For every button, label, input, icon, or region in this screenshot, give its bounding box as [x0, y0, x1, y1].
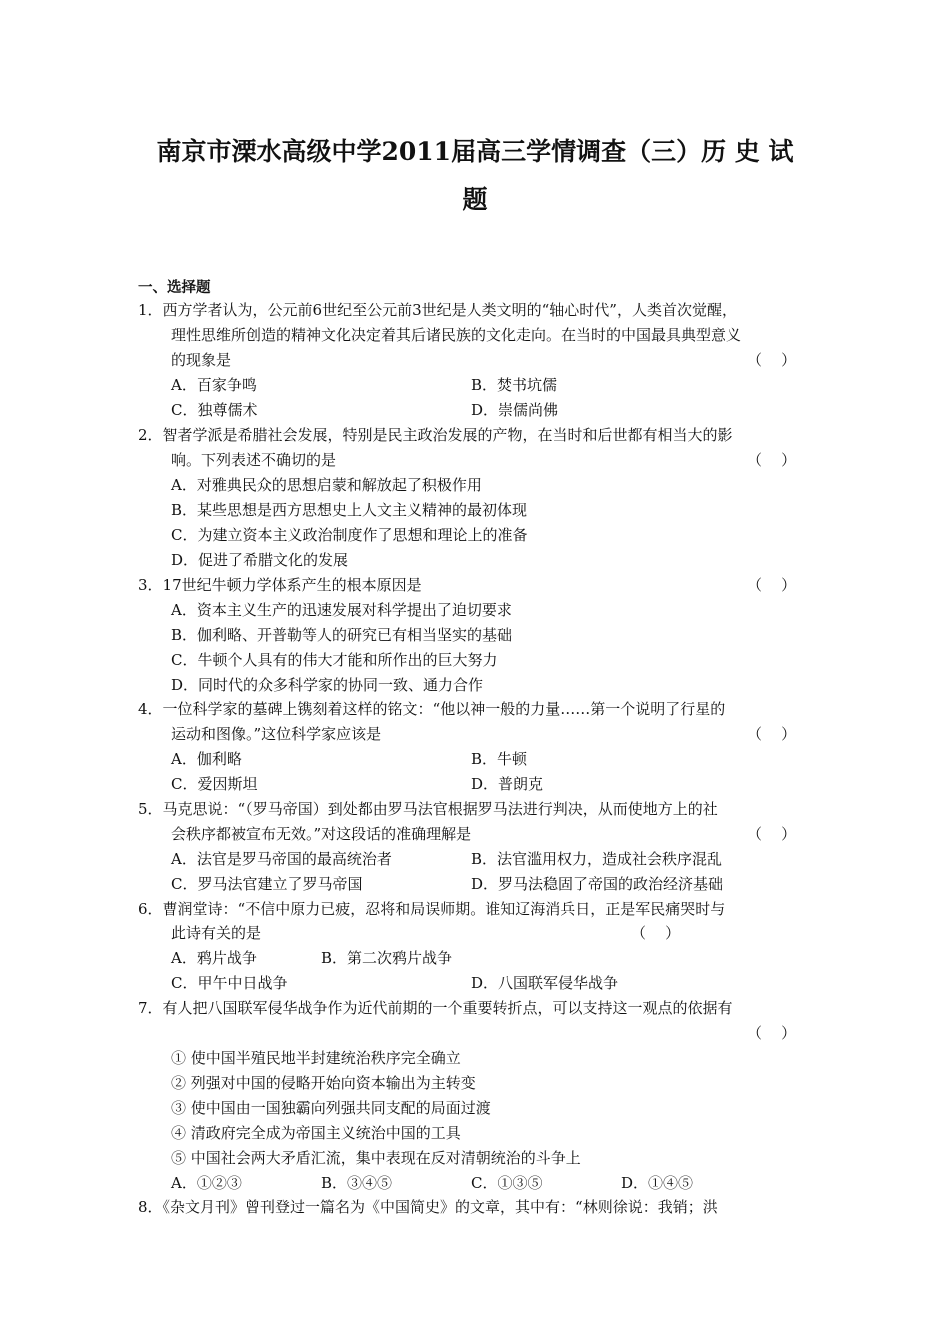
option-c: C．爱因斯坦	[171, 775, 258, 793]
option-d: D．①④⑤	[621, 1174, 694, 1192]
option-c: C．罗马法官建立了罗马帝国	[171, 875, 363, 893]
question-text: 的现象是	[171, 351, 232, 369]
question-text: 7．有人把八国联军侵华战争作为近代前期的一个重要转折点，可以支持这一观点的依据有	[138, 999, 733, 1017]
answer-blank: （ ）	[747, 825, 797, 843]
answer-blank: （ ）	[747, 1024, 797, 1042]
option-c: C．甲午中日战争	[171, 974, 288, 992]
question-text: 8．《杂文月刊》曾刊登过一篇名为《中国简史》的文章，其中有：“林则徐说：我销；洪	[138, 1198, 718, 1216]
document-title-continued: 题	[462, 185, 488, 214]
option-a: A．鸦片战争	[171, 949, 257, 967]
option-b: B．③④⑤	[321, 1174, 393, 1192]
question-text: 响。下列表述不确切的是	[171, 451, 337, 469]
option-b: B．牛顿	[471, 750, 528, 768]
section-heading: 一、选择题	[138, 279, 211, 296]
option-a: A．伽利略	[171, 750, 242, 768]
statement-item: ④ 清政府完全成为帝国主义统治中国的工具	[171, 1124, 461, 1142]
answer-blank: （ ）	[631, 924, 681, 942]
option-d: D．普朗克	[471, 775, 544, 793]
statement-item: ② 列强对中国的侵略开始向资本输出为主转变	[171, 1074, 476, 1092]
option-d: D．崇儒尚佛	[471, 401, 559, 419]
option-a: A．①②③	[171, 1174, 242, 1192]
option-c: C．独尊儒术	[171, 401, 258, 419]
statement-item: ⑤ 中国社会两大矛盾汇流，集中表现在反对清朝统治的斗争上	[171, 1149, 581, 1167]
option-a: A．对雅典民众的思想启蒙和解放起了积极作用	[171, 476, 482, 494]
answer-blank: （ ）	[747, 351, 797, 369]
statement-item: ① 使中国半殖民地半封建统治秩序完全确立	[171, 1049, 461, 1067]
question-text: 此诗有关的是	[171, 924, 262, 942]
question-text: 4．一位科学家的墓碑上镌刻着这样的铭文：“他以神一般的力量……第一个说明了行星的	[138, 700, 726, 718]
option-b: B．伽利略、开普勒等人的研究已有相当坚实的基础	[171, 626, 513, 644]
document-title: 南京市溧水高级中学2011届高三学情调查（三）历 史 试	[156, 137, 794, 166]
option-a: A．百家争鸣	[171, 376, 257, 394]
option-b: B．第二次鸦片战争	[321, 949, 453, 967]
option-d: D．八国联军侵华战争	[471, 974, 619, 992]
option-b: B．焚书坑儒	[471, 376, 558, 394]
statement-item: ③ 使中国由一国独霸向列强共同支配的局面过渡	[171, 1099, 491, 1117]
option-a: A．法官是罗马帝国的最高统治者	[171, 850, 392, 868]
question-text: 运动和图像。”这位科学家应该是	[171, 725, 382, 743]
question-text: 3．17世纪牛顿力学体系产生的根本原因是	[138, 576, 422, 594]
answer-blank: （ ）	[747, 451, 797, 469]
option-d: D．促进了希腊文化的发展	[171, 551, 349, 569]
question-text: 会秩序都被宣布无效。”对这段话的准确理解是	[171, 825, 472, 843]
answer-blank: （ ）	[747, 725, 797, 743]
question-text: 6．曹润堂诗：“不信中原力已疲，忍将和局误师期。谁知辽海消兵日，正是军民痛哭时与	[138, 900, 726, 918]
option-d: D．同时代的众多科学家的协同一致、通力合作	[171, 676, 484, 694]
option-d: D．罗马法稳固了帝国的政治经济基础	[471, 875, 724, 893]
question-text: 2．智者学派是希腊社会发展，特别是民主政治发展的产物，在当时和后世都有相当大的影	[138, 426, 733, 444]
option-c: C．为建立资本主义政治制度作了思想和理论上的准备	[171, 526, 528, 544]
option-a: A．资本主义生产的迅速发展对科学提出了迫切要求	[171, 601, 512, 619]
question-text: 1．西方学者认为，公元前6世纪至公元前3世纪是人类文明的“轴心时代”，人类首次觉醒，	[138, 301, 737, 319]
answer-blank: （ ）	[747, 576, 797, 594]
option-c: C．牛顿个人具有的伟大才能和所作出的巨大努力	[171, 651, 498, 669]
option-c: C．①③⑤	[471, 1174, 543, 1192]
question-text: 5．马克思说：“（罗马帝国）到处都由罗马法官根据罗马法进行判决，从而使地方上的社	[138, 800, 718, 818]
option-b: B．某些思想是西方思想史上人文主义精神的最初体现	[171, 501, 528, 519]
question-text: 理性思维所创造的精神文化决定着其后诸民族的文化走向。在当时的中国最具典型意义	[171, 326, 742, 344]
option-b: B．法官滥用权力，造成社会秩序混乱	[471, 850, 723, 868]
